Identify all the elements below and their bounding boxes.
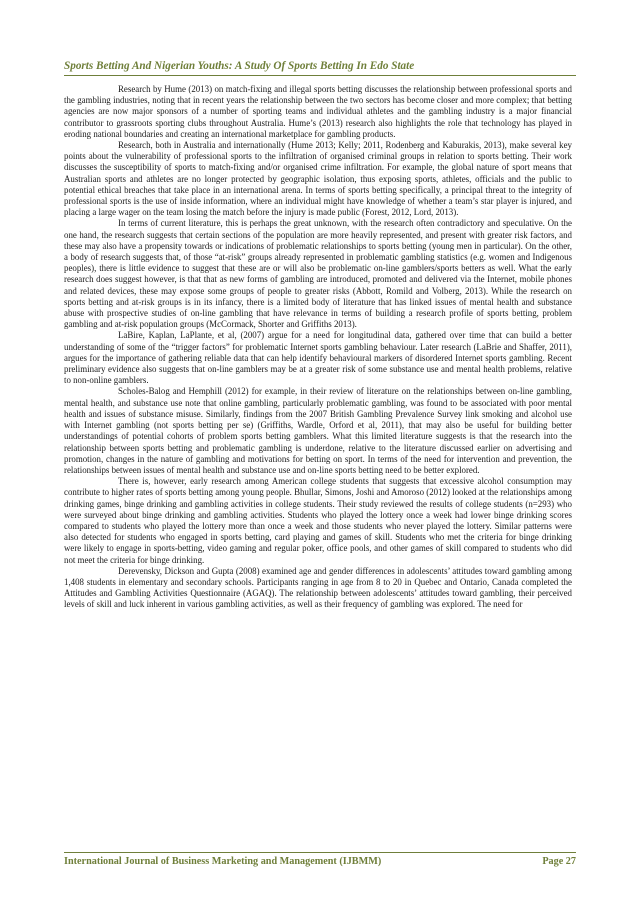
journal-name: International Journal of Business Marketing and Management (IJBMM): [64, 856, 382, 867]
page-number: Page 27: [542, 856, 576, 867]
running-footer: [64, 852, 576, 867]
paragraph: Research by Hume (2013) on match-fixing and illegal sports betting discusses the relationship between professional sports and the gambling industries, noting that in recent years the relationship between the two sectors has become closer and more complex; that betting agencies are now major sponsors of a number of sporting teams and individual athletes and the gambling industry is a major financial contributor to grassroots sporting clubs throughout Australia. Hume’s (2013) research also highlights the role that technology has played in eroding national boundaries and creating an international marketplace for gambling products.: [64, 84, 572, 139]
running-header: Sports Betting And Nigerian Youths: A Study Of Sports Betting In Edo State: [64, 60, 576, 76]
paragraph: Research, both in Australia and internationally (Hume 2013; Kelly; 2011, Rodenberg and Kaburakis, 2013), make several key points about the vulnerability of professional sports to the infiltration of organised criminal groups in relation to sports betting. Their work discusses the susceptibility of sports to match-fixing and/or organised crime infiltration. For example, the global nature of sport means that Australian sports and athletes are no longer protected by geographic isolation, thus exposing sports, athletes, officials and the public to potential ethical breaches that take place in an international arena. In terms of sports betting specifically, a principal threat to the integrity of professional sports is the use of inside information, where an individual might have knowledge of whether a team’s star player is injured, and placing a large wager on the team losing the match before the injury is made public (Forest, 2012, Lord, 2013).: [64, 140, 572, 218]
paragraph: Derevensky, Dickson and Gupta (2008) examined age and gender differences in adolescents’ attitudes toward gambling among 1,408 students in elementary and secondary schools. Participants ranging in age from 8 to 20 in Quebec and Ontario, Canada completed the Attitudes and Gambling Activities Questionnaire (AGAQ). The relationship between adolescents’ attitudes toward gambling, their perceived levels of skill and luck inherent in various gambling activities, as well as their frequency of gambling was explored. The need for: [64, 565, 572, 610]
paragraph: Scholes-Balog and Hemphill (2012) for example, in their review of literature on the relationships between on-line gambling, mental health, and substance use note that online gambling, particularly problematic gambling, was found to be associated with poor mental health and issues of substance misuse. Similarly, findings from the 2007 British Gambling Prevalence Survey link smoking and alcohol use with Internet gambling (not sports betting per se) (Griffiths, Wardle, Orford et al, 2011), that may also be useful for building better understandings of potential cohorts of problem sports betting gamblers. What this limited literature suggests is that the research into the relationship between sports betting and problematic gambling is underdone, relative to the literature discussed earlier on advertising and promotion, changes in the nature of gambling and motivations for betting on sport. In terms of the need for intervention and prevention, the relationships between issues of mental health and substance use and on-line sports betting need to be better explored.: [64, 386, 572, 475]
paragraph: There is, however, early research among American college students that suggests that excessive alcohol consumption may contribute to higher rates of sports betting among young people. Bhullar, Simons, Joshi and Amoroso (2012) looked at the relationships among drinking games, binge drinking and gambling activities in college students. Their study reviewed the results of college students (n=293) who were surveyed about binge drinking and gambling activities. Students who played the lottery once a week had lower binge drinking scores compared to students who played the lottery more than once a week and those students who never played the lottery. Similar patterns were also detected for students who engaged in sports betting, card playing and games of skill. Students who met the criteria for binge drinking were likely to engage in sports-betting, video gaming and regular poker, office pools, and other games of skill compared to students who did not meet the criteria for binge drinking.: [64, 476, 572, 565]
paragraph: In terms of current literature, this is perhaps the great unknown, with the research often contradictory and speculative. On the one hand, the research suggests that certain sections of the population are more heavily represented, and present with greater risk factors, and these may also have a propensity towards or indications of problematic relationships to sports betting (young men in particular). On the other, a body of research suggests that, of those “at-risk” groups already represented in problematic gambling statistics (e.g. women and Indigenous peoples), there is little evidence to suggest that these are or will also be problematic on-line gamblers/sports betters as well. What the early research does suggest however, is that that as new forms of gambling are introduced, promoted and delivered via the Internet, mobile phones and related devices, these may expose some groups of people to greater risks (Abbott, Romild and Volberg, 2013). While the research on sports betting and at-risk groups is in its infancy, there is a limited body of literature that has linked issues of mental health and substance abuse with prospective studies of on-line gambling that have relevance in terms of building a research profile of sports betting, problem gambling and at-risk population groups (McCormack, Shorter and Griffiths 2013).: [64, 218, 572, 330]
article-body: [64, 84, 572, 844]
paragraph: LaBire, Kaplan, LaPlante, et al, (2007) argue for a need for longitudinal data, gathered over time that can build a better understanding of some of the “trigger factors” for problematic Internet sports gambling behaviour. Later research (LaBrie and Shaffer, 2011), argues for the importance of gathering reliable data that can help identify behavioural markers of disordered Internet sports gambling. Recent preliminary evidence also suggests that on-line gamblers may be at a greater risk of some substance use and mental health problems, relative to non-online gamblers.: [64, 330, 572, 386]
